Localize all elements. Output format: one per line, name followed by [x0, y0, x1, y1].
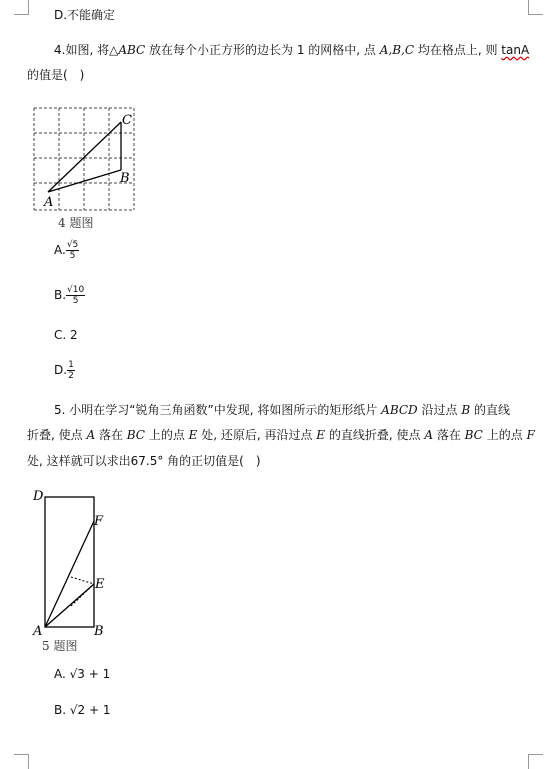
q4-label-c: C [122, 113, 132, 128]
q5-stem-line2 [27, 426, 535, 444]
q5-line1-a: 5. 小明在学习“锐角三角函数”中发现, 将如图所示的矩形纸片 [54, 403, 382, 417]
crop-mark-top-left [14, 0, 29, 15]
q5-line2-g: 上的点 [482, 428, 527, 442]
q4-label-a: A [44, 195, 54, 210]
q4-option-c: C. 2 [54, 328, 78, 342]
q4-option-a-num: √5 [66, 240, 79, 250]
q5-label-f: F [94, 514, 104, 529]
q4-option-a-fraction [66, 240, 79, 261]
q4-number: 4. [54, 43, 66, 57]
q5-line2-b: 落在 [95, 428, 127, 442]
q4-text-b: 放在每个小正方形的边长为 1 的网格中, 点 [145, 43, 380, 57]
q5-label-d: D [33, 489, 44, 504]
q5-rect: ABCD [381, 403, 418, 417]
q4-triangle: ABC [118, 43, 146, 57]
q4-option-d-num: 1 [68, 360, 74, 370]
q4-text-a: 如图, 将△ [65, 43, 119, 57]
q5-l2-e2: E [316, 428, 326, 442]
q5-line2-e: 的直线折叠, 使点 [325, 428, 425, 442]
q5-label-b: B [94, 624, 104, 639]
q4-option-d-den: 2 [68, 371, 74, 381]
crop-mark-bottom-left [14, 754, 29, 769]
q5-line2-c: 上的点 [145, 428, 189, 442]
q4-label-b: B [120, 171, 130, 186]
prev-option-d: D.不能确定 [54, 8, 116, 22]
q5-line2-f: 落在 [433, 428, 465, 442]
q4-option-d-prefix: D. [54, 363, 68, 377]
crop-mark-bottom-right [528, 754, 543, 769]
q5-l2-bc: BC [126, 428, 145, 442]
q4-tan: tanA [501, 43, 530, 57]
q5-label-a: A [33, 624, 43, 639]
q5-pt-b: B [461, 403, 471, 417]
q4-option-a-prefix: A. [54, 243, 66, 257]
q5-l2-f: F [526, 428, 535, 442]
q5-option-a: A. √3 + 1 [54, 667, 111, 681]
q5-line2-a: 折叠, 使点 [27, 428, 87, 442]
q5-line1-c: 的直线 [470, 403, 510, 417]
crop-mark-top-right [528, 0, 543, 15]
q4-caption: 4 题图 [58, 216, 94, 230]
q5-l2-a: A [86, 428, 96, 442]
q4-points: A,B,C [379, 43, 415, 57]
q4-option-b-prefix: B. [54, 288, 67, 302]
q5-line2-d: 处, 还原后, 再沿过点 [197, 428, 317, 442]
q5-stem-line1 [54, 401, 510, 419]
q5-l2-a2: A [424, 428, 433, 442]
q5-l2-e: E [188, 428, 198, 442]
q5-l2-bc2: BC [464, 428, 483, 442]
q4-option-b-fraction [66, 285, 85, 306]
q4-text-c: 均在格点上, 则 [414, 43, 502, 57]
q4-option-a [54, 240, 79, 261]
q5-line1-b: 沿过点 [417, 403, 462, 417]
q5-figure [28, 487, 118, 655]
q5-stem-line3: 处, 这样就可以求出67.5° 角的正切值是( ) [27, 454, 261, 468]
q4-figure [24, 100, 154, 240]
q5-option-b: B. √2 + 1 [54, 703, 111, 717]
q5-fold-lines [45, 521, 94, 627]
q5-rectangle [45, 497, 94, 627]
q5-caption: 5 题图 [42, 639, 78, 653]
q4-option-b-num: √10 [67, 285, 85, 295]
q4-option-a-den: 5 [69, 251, 76, 261]
q4-option-d-fraction [67, 360, 75, 381]
q4-stem-line1 [54, 41, 529, 59]
q4-stem-line2: 的值是( ) [27, 68, 85, 82]
q4-option-d [54, 360, 75, 381]
q5-label-e: E [95, 577, 105, 592]
q4-option-b-den: 5 [72, 296, 79, 306]
q4-option-b [54, 285, 85, 306]
q5-dotted-lines [45, 577, 94, 627]
